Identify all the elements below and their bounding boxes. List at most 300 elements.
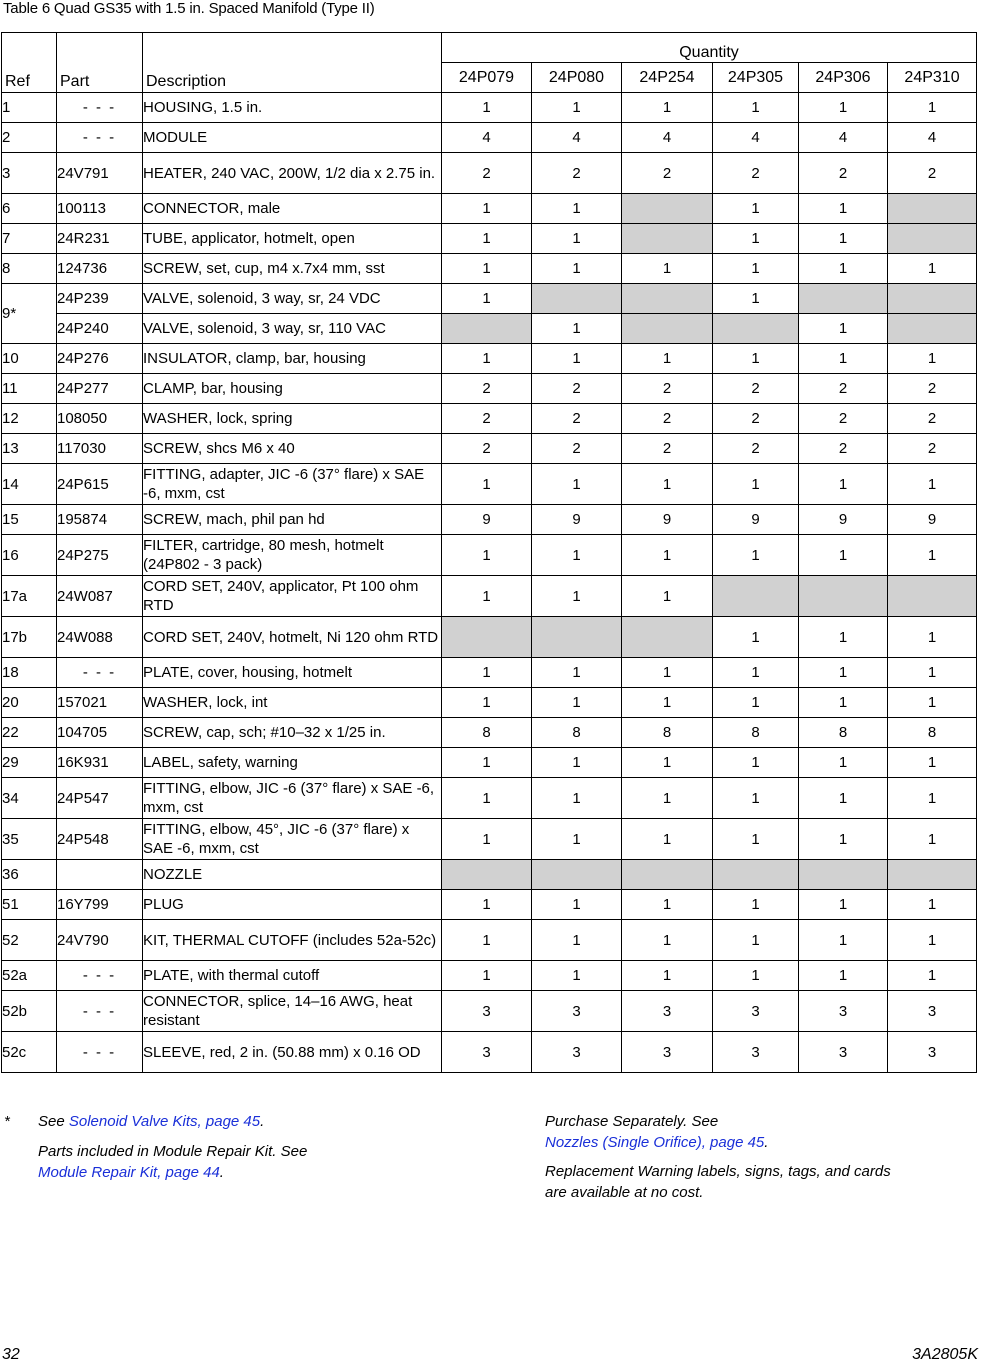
- module-repair-kit-link[interactable]: Module Repair Kit, page 44: [38, 1164, 220, 1181]
- part-cell: 24P276: [57, 344, 143, 374]
- header-model: 24P254: [622, 63, 713, 93]
- qty-cell-na: [713, 314, 799, 344]
- nozzles-link[interactable]: Nozzles (Single Orifice), page 45: [545, 1134, 765, 1151]
- qty-cell: 2: [713, 374, 799, 404]
- ref-cell: 52b: [2, 991, 57, 1032]
- footnote-module-kit-link-line: Module Repair Kit, page 44.: [38, 1164, 224, 1181]
- qty-cell: 3: [713, 991, 799, 1032]
- description-cell: WASHER, lock, int: [143, 688, 442, 718]
- qty-cell: 1: [888, 344, 977, 374]
- qty-cell: 1: [713, 688, 799, 718]
- ref-cell: 17a: [2, 576, 57, 617]
- qty-cell: 1: [799, 819, 888, 860]
- part-cell: 117030: [57, 434, 143, 464]
- qty-cell-na: [799, 284, 888, 314]
- qty-cell: 2: [532, 153, 622, 194]
- qty-cell: 1: [442, 778, 532, 819]
- qty-cell: 2: [888, 404, 977, 434]
- qty-cell: 1: [622, 535, 713, 576]
- header-quantity: Quantity: [442, 33, 977, 63]
- qty-cell: 1: [442, 961, 532, 991]
- part-cell: 24V790: [57, 920, 143, 961]
- qty-cell: 1: [799, 224, 888, 254]
- qty-cell: 1: [442, 464, 532, 505]
- table-row: [2, 617, 977, 658]
- table-row: [2, 778, 977, 819]
- table-row: [2, 254, 977, 284]
- table-row: [2, 961, 977, 991]
- part-cell: 24W088: [57, 617, 143, 658]
- qty-cell: 1: [713, 464, 799, 505]
- qty-cell: 2: [442, 374, 532, 404]
- description-cell: CORD SET, 240V, hotmelt, Ni 120 ohm RTD: [143, 617, 442, 658]
- qty-cell: 2: [799, 404, 888, 434]
- qty-cell-na: [713, 576, 799, 617]
- table-row: [2, 1032, 977, 1073]
- qty-cell-na: [622, 224, 713, 254]
- description-cell: FILTER, cartridge, 80 mesh, hotmelt (24P802 - 3 pack): [143, 535, 442, 576]
- table-row: [2, 860, 977, 890]
- qty-cell: 1: [532, 254, 622, 284]
- part-cell: 104705: [57, 718, 143, 748]
- ref-cell: 16: [2, 535, 57, 576]
- qty-cell: 1: [622, 748, 713, 778]
- part-cell: 24P240: [57, 314, 143, 344]
- qty-cell: 1: [442, 93, 532, 123]
- qty-cell: 1: [799, 920, 888, 961]
- qty-cell: 4: [622, 123, 713, 153]
- qty-cell: 1: [442, 535, 532, 576]
- qty-cell: 1: [442, 576, 532, 617]
- qty-cell: 1: [799, 314, 888, 344]
- description-cell: KIT, THERMAL CUTOFF (includes 52a-52c): [143, 920, 442, 961]
- qty-cell: 1: [442, 920, 532, 961]
- header-part: Part: [57, 33, 143, 93]
- qty-cell: 1: [713, 224, 799, 254]
- description-cell: VALVE, solenoid, 3 way, sr, 110 VAC: [143, 314, 442, 344]
- ref-cell: 12: [2, 404, 57, 434]
- description-cell: CONNECTOR, male: [143, 194, 442, 224]
- qty-cell: 1: [532, 920, 622, 961]
- description-cell: HEATER, 240 VAC, 200W, 1/2 dia x 2.75 in.: [143, 153, 442, 194]
- ref-cell: 2: [2, 123, 57, 153]
- qty-cell: 1: [888, 819, 977, 860]
- qty-cell: 3: [622, 991, 713, 1032]
- table-row: [2, 505, 977, 535]
- qty-cell: 1: [799, 617, 888, 658]
- ref-cell: 52c: [2, 1032, 57, 1073]
- ref-cell: 9*: [2, 284, 57, 344]
- qty-cell: 1: [622, 658, 713, 688]
- qty-cell: 1: [888, 890, 977, 920]
- qty-cell: 1: [713, 344, 799, 374]
- part-cell: 24P615: [57, 464, 143, 505]
- ref-cell: 18: [2, 658, 57, 688]
- qty-cell-na: [799, 576, 888, 617]
- qty-cell: 3: [888, 991, 977, 1032]
- header-model: 24P310: [888, 63, 977, 93]
- qty-cell: 1: [622, 93, 713, 123]
- qty-cell: 8: [799, 718, 888, 748]
- qty-cell: 3: [442, 1032, 532, 1073]
- qty-cell: 1: [622, 344, 713, 374]
- description-cell: FITTING, elbow, 45°, JIC -6 (37° flare) x SAE -6, mxm, cst: [143, 819, 442, 860]
- qty-cell: 1: [713, 920, 799, 961]
- qty-cell: 1: [799, 961, 888, 991]
- qty-cell-na: [532, 860, 622, 890]
- qty-cell: 1: [622, 778, 713, 819]
- qty-cell: 1: [532, 658, 622, 688]
- qty-cell: 3: [799, 991, 888, 1032]
- part-cell: 16Y799: [57, 890, 143, 920]
- ref-cell: 22: [2, 718, 57, 748]
- part-cell: 24W087: [57, 576, 143, 617]
- qty-cell: 1: [799, 344, 888, 374]
- ref-cell: 35: [2, 819, 57, 860]
- part-cell: 24V791: [57, 153, 143, 194]
- qty-cell: 2: [713, 153, 799, 194]
- part-cell: 24P275: [57, 535, 143, 576]
- qty-cell: 1: [442, 688, 532, 718]
- table-row: [2, 434, 977, 464]
- table-row: [2, 153, 977, 194]
- qty-cell: 1: [442, 819, 532, 860]
- qty-cell: 1: [713, 617, 799, 658]
- qty-cell: 1: [532, 748, 622, 778]
- qty-cell: 1: [532, 535, 622, 576]
- qty-cell: 8: [622, 718, 713, 748]
- ref-cell: 13: [2, 434, 57, 464]
- part-cell: 195874: [57, 505, 143, 535]
- ref-cell: 15: [2, 505, 57, 535]
- part-cell: - - -: [57, 1032, 143, 1073]
- document-number: 3A2805K: [912, 1346, 978, 1363]
- qty-cell: 2: [532, 434, 622, 464]
- qty-cell: 1: [799, 748, 888, 778]
- header-model: 24P079: [442, 63, 532, 93]
- parts-table: [1, 32, 977, 1073]
- table-row: [2, 284, 977, 314]
- description-cell: CONNECTOR, splice, 14–16 AWG, heat resistant: [143, 991, 442, 1032]
- qty-cell: 4: [532, 123, 622, 153]
- qty-cell: 2: [713, 434, 799, 464]
- footnote-purchase: Purchase Separately. See: [545, 1113, 719, 1130]
- qty-cell: 1: [532, 93, 622, 123]
- qty-cell-na: [888, 314, 977, 344]
- qty-cell: 1: [532, 314, 622, 344]
- solenoid-valve-kits-link[interactable]: Solenoid Valve Kits, page 45: [68, 1113, 261, 1130]
- header-ref: Ref: [2, 33, 57, 93]
- qty-cell-na: [888, 224, 977, 254]
- qty-cell: 2: [799, 374, 888, 404]
- description-cell: VALVE, solenoid, 3 way, sr, 24 VDC: [143, 284, 442, 314]
- qty-cell: 1: [713, 748, 799, 778]
- qty-cell: 1: [622, 961, 713, 991]
- qty-cell: 1: [799, 254, 888, 284]
- header-model: 24P305: [713, 63, 799, 93]
- qty-cell: 1: [532, 688, 622, 718]
- ref-cell: 36: [2, 860, 57, 890]
- header-description: Description: [143, 33, 442, 93]
- qty-cell: 3: [442, 991, 532, 1032]
- qty-cell: 9: [888, 505, 977, 535]
- qty-cell: 1: [799, 464, 888, 505]
- qty-cell-na: [622, 617, 713, 658]
- qty-cell: 1: [532, 344, 622, 374]
- ref-cell: 52a: [2, 961, 57, 991]
- qty-cell: 2: [622, 374, 713, 404]
- qty-cell: 1: [888, 748, 977, 778]
- ref-cell: 51: [2, 890, 57, 920]
- qty-cell-na: [622, 314, 713, 344]
- qty-cell: 1: [532, 576, 622, 617]
- qty-cell: 1: [799, 535, 888, 576]
- ref-cell: 11: [2, 374, 57, 404]
- qty-cell: 1: [888, 961, 977, 991]
- ref-cell: 17b: [2, 617, 57, 658]
- qty-cell: 1: [532, 961, 622, 991]
- qty-cell: 4: [442, 123, 532, 153]
- qty-cell: 9: [713, 505, 799, 535]
- qty-cell: 1: [442, 748, 532, 778]
- table-row: [2, 535, 977, 576]
- qty-cell-na: [442, 617, 532, 658]
- qty-cell: 1: [799, 890, 888, 920]
- description-cell: MODULE: [143, 123, 442, 153]
- description-cell: SCREW, set, cup, m4 x.7x4 mm, sst: [143, 254, 442, 284]
- table-row: [2, 819, 977, 860]
- qty-cell: 1: [713, 890, 799, 920]
- qty-cell: 1: [799, 778, 888, 819]
- part-cell: - - -: [57, 123, 143, 153]
- qty-cell: 4: [713, 123, 799, 153]
- table-row: [2, 658, 977, 688]
- qty-cell-na: [442, 860, 532, 890]
- description-cell: CLAMP, bar, housing: [143, 374, 442, 404]
- qty-cell: 1: [532, 778, 622, 819]
- footnote-solenoid: See Solenoid Valve Kits, page 45.: [38, 1113, 265, 1130]
- qty-cell: 4: [888, 123, 977, 153]
- qty-cell: 1: [532, 224, 622, 254]
- qty-cell: 3: [532, 991, 622, 1032]
- qty-cell: 8: [888, 718, 977, 748]
- qty-cell: 1: [888, 617, 977, 658]
- table-row: [2, 464, 977, 505]
- description-cell: WASHER, lock, spring: [143, 404, 442, 434]
- qty-cell: 1: [622, 890, 713, 920]
- qty-cell: 9: [799, 505, 888, 535]
- qty-cell: 2: [532, 374, 622, 404]
- qty-cell: 3: [799, 1032, 888, 1073]
- qty-cell-na: [532, 284, 622, 314]
- description-cell: SCREW, cap, sch; #10–32 x 1/25 in.: [143, 718, 442, 748]
- qty-cell: 1: [622, 576, 713, 617]
- qty-cell: 2: [532, 404, 622, 434]
- description-cell: PLATE, cover, housing, hotmelt: [143, 658, 442, 688]
- description-cell: PLUG: [143, 890, 442, 920]
- table-row: [2, 748, 977, 778]
- qty-cell: 1: [713, 819, 799, 860]
- qty-cell: 1: [442, 344, 532, 374]
- header-model: 24P306: [799, 63, 888, 93]
- table-row: [2, 718, 977, 748]
- qty-cell: 1: [888, 93, 977, 123]
- table-row: [2, 344, 977, 374]
- qty-cell-na: [532, 617, 622, 658]
- part-cell: 24P239: [57, 284, 143, 314]
- table-row: [2, 93, 977, 123]
- part-cell: 124736: [57, 254, 143, 284]
- part-cell: 24P547: [57, 778, 143, 819]
- qty-cell: 1: [888, 254, 977, 284]
- qty-cell: 1: [888, 535, 977, 576]
- qty-cell: 3: [622, 1032, 713, 1073]
- part-cell: - - -: [57, 93, 143, 123]
- qty-cell: 8: [532, 718, 622, 748]
- qty-cell: 1: [532, 464, 622, 505]
- qty-cell: 1: [713, 194, 799, 224]
- qty-cell: 1: [442, 890, 532, 920]
- description-cell: LABEL, safety, warning: [143, 748, 442, 778]
- qty-cell: 1: [799, 93, 888, 123]
- qty-cell-na: [713, 860, 799, 890]
- qty-cell: 1: [799, 658, 888, 688]
- ref-cell: 10: [2, 344, 57, 374]
- ref-cell: 29: [2, 748, 57, 778]
- qty-cell: 8: [442, 718, 532, 748]
- table-row: [2, 194, 977, 224]
- table-row: [2, 890, 977, 920]
- table-row: [2, 123, 977, 153]
- description-cell: FITTING, adapter, JIC -6 (37° flare) x SAE -6, mxm, cst: [143, 464, 442, 505]
- part-cell: 100113: [57, 194, 143, 224]
- qty-cell: 2: [622, 153, 713, 194]
- qty-cell: 1: [622, 464, 713, 505]
- part-cell: 24P548: [57, 819, 143, 860]
- qty-cell: 1: [442, 658, 532, 688]
- qty-cell: 1: [532, 819, 622, 860]
- qty-cell: 2: [622, 434, 713, 464]
- footnote-warning-labels-2: are available at no cost.: [545, 1184, 704, 1201]
- ref-cell: 6: [2, 194, 57, 224]
- table-row: [2, 576, 977, 617]
- part-cell: 24P277: [57, 374, 143, 404]
- qty-cell-na: [622, 194, 713, 224]
- part-cell: 157021: [57, 688, 143, 718]
- footnote-module-kit: Parts included in Module Repair Kit. See: [38, 1143, 308, 1160]
- qty-cell-na: [622, 860, 713, 890]
- qty-cell: 9: [442, 505, 532, 535]
- ref-cell: 7: [2, 224, 57, 254]
- qty-cell: 1: [713, 535, 799, 576]
- qty-cell: 2: [888, 434, 977, 464]
- ref-cell: 52: [2, 920, 57, 961]
- qty-cell-na: [888, 194, 977, 224]
- qty-cell-na: [888, 576, 977, 617]
- table-title: Table 6 Quad GS35 with 1.5 in. Spaced Manifold (Type II): [3, 0, 375, 17]
- qty-cell: 2: [713, 404, 799, 434]
- ref-cell: 20: [2, 688, 57, 718]
- qty-cell-na: [622, 284, 713, 314]
- qty-cell: 1: [888, 920, 977, 961]
- qty-cell: 2: [622, 404, 713, 434]
- qty-cell: 2: [442, 434, 532, 464]
- qty-cell: 2: [799, 153, 888, 194]
- table-row: [2, 374, 977, 404]
- qty-cell: 1: [442, 194, 532, 224]
- qty-cell: 2: [442, 153, 532, 194]
- qty-cell: 1: [532, 890, 622, 920]
- part-cell: 16K931: [57, 748, 143, 778]
- qty-cell: 2: [442, 404, 532, 434]
- description-cell: SLEEVE, red, 2 in. (50.88 mm) x 0.16 OD: [143, 1032, 442, 1073]
- ref-cell: 8: [2, 254, 57, 284]
- qty-cell: 1: [713, 961, 799, 991]
- qty-cell-na: [799, 860, 888, 890]
- qty-cell: 1: [713, 284, 799, 314]
- ref-cell: 14: [2, 464, 57, 505]
- qty-cell: 1: [622, 819, 713, 860]
- description-cell: SCREW, mach, phil pan hd: [143, 505, 442, 535]
- qty-cell: 1: [799, 194, 888, 224]
- description-cell: PLATE, with thermal cutoff: [143, 961, 442, 991]
- page-number: 32: [2, 1346, 20, 1363]
- qty-cell: 1: [532, 194, 622, 224]
- qty-cell: 1: [713, 254, 799, 284]
- table-row: [2, 991, 977, 1032]
- qty-cell: 3: [532, 1032, 622, 1073]
- description-cell: INSULATOR, clamp, bar, housing: [143, 344, 442, 374]
- qty-cell: 9: [622, 505, 713, 535]
- qty-cell: 2: [888, 374, 977, 404]
- table-row: [2, 688, 977, 718]
- qty-cell: 1: [888, 688, 977, 718]
- part-cell: 108050: [57, 404, 143, 434]
- ref-cell: 1: [2, 93, 57, 123]
- part-cell: - - -: [57, 991, 143, 1032]
- description-cell: SCREW, shcs M6 x 40: [143, 434, 442, 464]
- qty-cell: 1: [713, 658, 799, 688]
- qty-cell: 1: [713, 93, 799, 123]
- qty-cell: 2: [888, 153, 977, 194]
- part-cell: [57, 860, 143, 890]
- footnote-nozzles-line: Nozzles (Single Orifice), page 45.: [545, 1134, 769, 1151]
- qty-cell: 1: [888, 464, 977, 505]
- part-cell: 24R231: [57, 224, 143, 254]
- footnote-warning-labels: Replacement Warning labels, signs, tags, and cards: [545, 1163, 891, 1180]
- qty-cell: 8: [713, 718, 799, 748]
- description-cell: TUBE, applicator, hotmelt, open: [143, 224, 442, 254]
- header-model: 24P080: [532, 63, 622, 93]
- table-row: [2, 224, 977, 254]
- qty-cell: 3: [888, 1032, 977, 1073]
- qty-cell: 3: [713, 1032, 799, 1073]
- description-cell: FITTING, elbow, JIC -6 (37° flare) x SAE -6, mxm, cst: [143, 778, 442, 819]
- part-cell: - - -: [57, 961, 143, 991]
- qty-cell: 1: [888, 658, 977, 688]
- footnote-star: *: [4, 1113, 10, 1130]
- qty-cell: 1: [622, 688, 713, 718]
- qty-cell: 1: [622, 254, 713, 284]
- qty-cell: 9: [532, 505, 622, 535]
- qty-cell: 1: [442, 284, 532, 314]
- qty-cell-na: [442, 314, 532, 344]
- description-cell: CORD SET, 240V, applicator, Pt 100 ohm RTD: [143, 576, 442, 617]
- ref-cell: 34: [2, 778, 57, 819]
- qty-cell: 4: [799, 123, 888, 153]
- ref-cell: 3: [2, 153, 57, 194]
- description-cell: HOUSING, 1.5 in.: [143, 93, 442, 123]
